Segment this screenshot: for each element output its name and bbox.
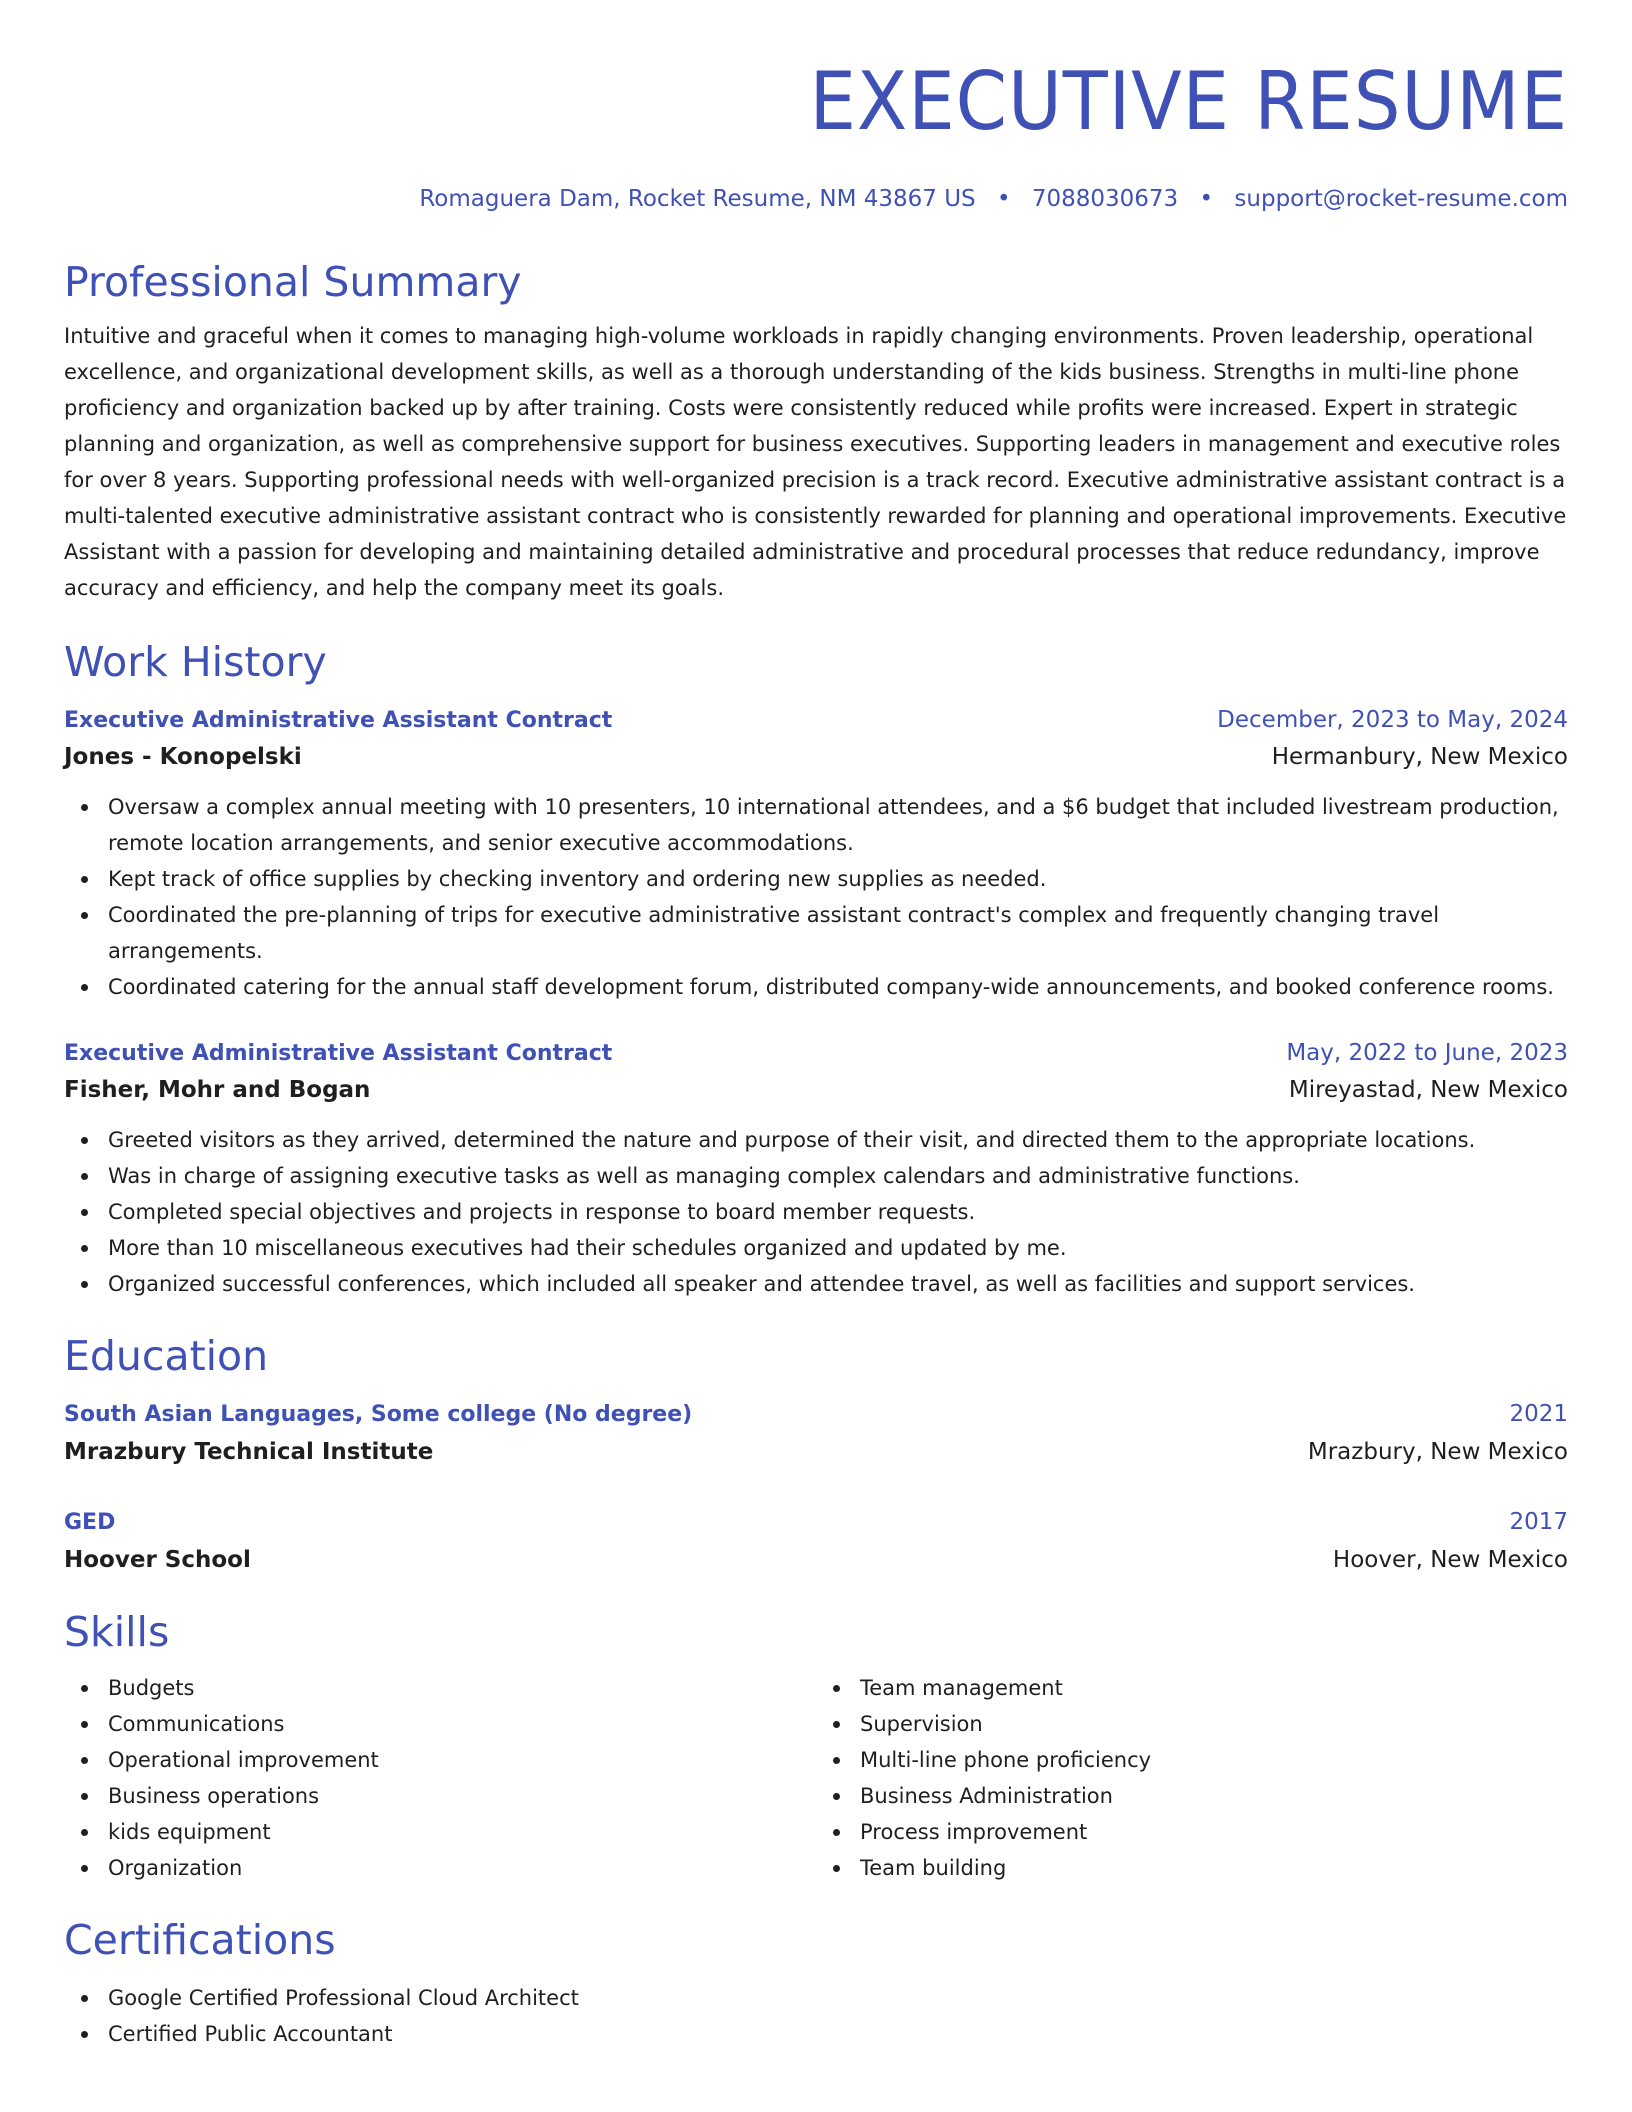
summary-text: Intuitive and graceful when it comes to managing high-volume workloads in rapidly changing environments. Proven leadership, operational excellence, and organizational development skills, as well as a thorough understanding of the kids business. Strengths in multi-line phone proficiency and organization backed up by after training. Costs were consistently reduced while profits were increased. Expert in strategic planning and organization, as well as comprehensive support for business executives. Supporting leaders in management and executive roles for over 8 years. Supporting professional needs with well-organized precision is a track record. Executive administrative assistant contract is a multi-talented executive administrative assistant contract who is consistently rewarded for planning and operational improvements. Executive Assistant with a passion for developing and maintaining detailed administrative and procedural processes that reduce redundancy, improve accuracy and efficiency, and help the company meet its goals. <box>64 324 1567 600</box>
job-role: Executive Administrative Assistant Contract <box>64 1041 613 1066</box>
job-dates: December, 2023 to May, 2024 <box>1217 707 1568 733</box>
job-entry <box>64 702 1568 1005</box>
section-title-work: Work History <box>64 638 327 686</box>
skill-item: Team management <box>860 1670 1568 1706</box>
job-bullets <box>64 1122 1568 1302</box>
education-school: Hoover School <box>64 1547 251 1573</box>
job-company: Fisher, Mohr and Bogan <box>64 1077 371 1103</box>
education-section <box>64 1330 1568 1578</box>
skills-list-right <box>816 1670 1568 1886</box>
job-bullet: Oversaw a complex annual meeting with 10 presenters, 10 international attendees, and a $6 budget that included livestream production, remote location arrangements, and senior executive accommodations. <box>108 789 1568 861</box>
education-header-row <box>64 1504 1568 1542</box>
skill-item: Operational improvement <box>108 1742 816 1778</box>
job-company: Jones - Konopelski <box>64 744 302 770</box>
contact-address: Romaguera Dam, Rocket Resume, NM 43867 US <box>419 186 976 212</box>
education-school-row <box>64 1542 1568 1578</box>
skills-list-left <box>64 1670 816 1886</box>
job-bullets <box>64 789 1568 1005</box>
job-bullet: More than 10 miscellaneous executives had their schedules organized and updated by me. <box>108 1230 1568 1266</box>
skills-columns <box>64 1670 1568 1886</box>
certifications-section <box>64 1914 1568 2052</box>
contact-line <box>64 182 1568 216</box>
skill-item: Communications <box>108 1706 816 1742</box>
skill-item: Multi-line phone proficiency <box>860 1742 1568 1778</box>
contact-separator: • <box>996 186 1011 212</box>
job-location: Mireyastad, New Mexico <box>1288 1077 1568 1103</box>
resume-name: EXECUTIVE RESUME <box>809 55 1568 148</box>
job-company-row <box>64 1072 1568 1108</box>
section-title-education: Education <box>64 1332 269 1380</box>
education-degree: GED <box>64 1510 116 1535</box>
job-bullet: Kept track of office supplies by checking inventory and ordering new supplies as needed. <box>108 861 1568 897</box>
education-entry <box>64 1504 1568 1578</box>
section-title-skills: Skills <box>64 1608 170 1656</box>
job-header-row <box>64 702 1568 739</box>
education-year: 2017 <box>1509 1509 1568 1535</box>
skill-item: Budgets <box>108 1670 816 1706</box>
resume-header <box>64 52 1568 216</box>
job-header-row <box>64 1035 1568 1072</box>
contact-phone: 7088030673 <box>1031 186 1179 212</box>
job-location: Hermanbury, New Mexico <box>1271 744 1568 770</box>
job-bullet: Coordinated the pre-planning of trips for executive administrative assistant contract's complex and frequently changing travel arrangements. <box>108 897 1568 969</box>
education-location: Mrazbury, New Mexico <box>1307 1439 1568 1465</box>
professional-summary-section <box>64 256 1568 606</box>
education-school: Mrazbury Technical Institute <box>64 1439 434 1465</box>
education-location: Hoover, New Mexico <box>1332 1547 1568 1573</box>
job-company-row <box>64 739 1568 775</box>
education-year: 2021 <box>1509 1401 1568 1427</box>
work-history-section <box>64 636 1568 1302</box>
education-entry <box>64 1396 1568 1470</box>
skill-item: Business Administration <box>860 1778 1568 1814</box>
job-bullet: Greeted visitors as they arrived, determined the nature and purpose of their visit, and directed them to the appropriate locations. <box>108 1122 1568 1158</box>
certification-item: Google Certified Professional Cloud Architect <box>108 1980 1568 2016</box>
education-degree: South Asian Languages, Some college (No degree) <box>64 1402 693 1427</box>
job-role: Executive Administrative Assistant Contract <box>64 708 613 733</box>
contact-separator: • <box>1199 186 1214 212</box>
job-bullet: Completed special objectives and projects in response to board member requests. <box>108 1194 1568 1230</box>
section-title-summary: Professional Summary <box>64 258 522 306</box>
job-entry <box>64 1035 1568 1302</box>
skill-item: Supervision <box>860 1706 1568 1742</box>
skill-item: Organization <box>108 1850 816 1886</box>
certification-item: Certified Public Accountant <box>108 2016 1568 2052</box>
job-bullet: Organized successful conferences, which included all speaker and attendee travel, as well as facilities and support services. <box>108 1266 1568 1302</box>
skill-item: Team building <box>860 1850 1568 1886</box>
job-bullet: Was in charge of assigning executive tasks as well as managing complex calendars and administrative functions. <box>108 1158 1568 1194</box>
job-dates: May, 2022 to June, 2023 <box>1286 1040 1568 1066</box>
contact-email[interactable]: support@rocket-resume.com <box>1234 186 1568 212</box>
skill-item: Process improvement <box>860 1814 1568 1850</box>
section-title-certifications: Certifications <box>64 1916 336 1964</box>
job-bullet: Coordinated catering for the annual staff development forum, distributed company-wide announcements, and booked conference rooms. <box>108 969 1568 1005</box>
education-header-row <box>64 1396 1568 1434</box>
education-school-row <box>64 1434 1568 1470</box>
skill-item: Business operations <box>108 1778 816 1814</box>
certifications-list <box>64 1980 1568 2052</box>
skill-item: kids equipment <box>108 1814 816 1850</box>
skills-section <box>64 1606 1568 1886</box>
